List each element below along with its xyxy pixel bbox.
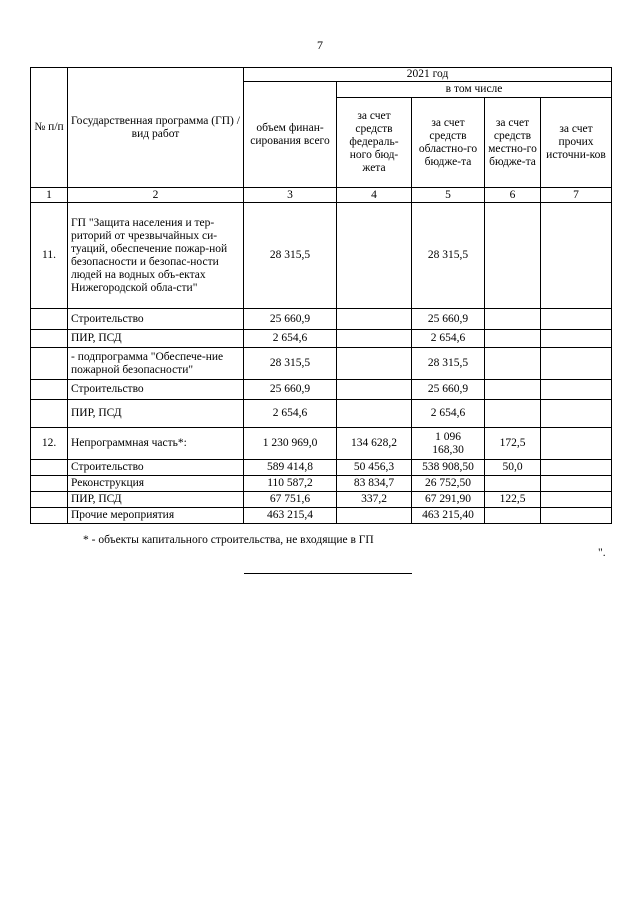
header-other: за счет прочих источни-ков	[541, 98, 612, 188]
row-other	[541, 476, 612, 492]
header-year: 2021 год	[244, 68, 612, 82]
row-local	[485, 476, 541, 492]
header-regional: за счет средств областно-го бюдже-та	[412, 98, 485, 188]
row-federal	[337, 203, 412, 309]
row-other	[541, 428, 612, 460]
row-name: ПИР, ПСД	[68, 492, 244, 508]
table-row	[31, 460, 612, 476]
row-federal: 83 834,7	[337, 476, 412, 492]
row-regional: 1 096 168,30	[412, 428, 485, 460]
row-num	[31, 508, 68, 524]
row-name: Непрограммная часть*:	[68, 428, 244, 460]
column-number: 6	[485, 188, 541, 203]
table-row	[31, 428, 612, 460]
table-row	[31, 309, 612, 330]
row-local	[485, 508, 541, 524]
row-name: Строительство	[68, 380, 244, 400]
row-federal: 50 456,3	[337, 460, 412, 476]
column-number: 1	[31, 188, 68, 203]
row-name: ГП "Защита населения и тер-риторий от чрезвычайных си-туаций, обеспечение пожар-ной безопасности и безопас-ности людей на водных объ-ектах Нижегородской обла-сти"	[68, 203, 244, 309]
row-federal: 337,2	[337, 492, 412, 508]
page-number: 7	[317, 38, 323, 52]
row-other	[541, 203, 612, 309]
row-name: - подпрограмма "Обеспече-ние пожарной безопасности"	[68, 348, 244, 380]
row-local	[485, 348, 541, 380]
separator-line	[244, 573, 412, 574]
row-other	[541, 460, 612, 476]
row-federal	[337, 330, 412, 348]
row-other	[541, 380, 612, 400]
row-total: 2 654,6	[244, 330, 337, 348]
row-local	[485, 400, 541, 428]
row-name: Прочие мероприятия	[68, 508, 244, 524]
row-local	[485, 380, 541, 400]
row-num	[31, 309, 68, 330]
column-number: 2	[68, 188, 244, 203]
row-federal	[337, 309, 412, 330]
row-total: 1 230 969,0	[244, 428, 337, 460]
row-total: 589 414,8	[244, 460, 337, 476]
table-row	[31, 330, 612, 348]
header-program: Государственная программа (ГП) / вид работ	[68, 68, 244, 188]
row-name: Строительство	[68, 309, 244, 330]
header-including: в том числе	[337, 82, 612, 98]
row-federal	[337, 508, 412, 524]
row-other	[541, 400, 612, 428]
row-name: Реконструкция	[68, 476, 244, 492]
row-name: Строительство	[68, 460, 244, 476]
row-regional: 67 291,90	[412, 492, 485, 508]
row-other	[541, 492, 612, 508]
table-row	[31, 508, 612, 524]
table-row	[31, 400, 612, 428]
row-regional: 2 654,6	[412, 400, 485, 428]
row-total: 28 315,5	[244, 203, 337, 309]
row-federal	[337, 400, 412, 428]
row-total: 463 215,4	[244, 508, 337, 524]
table-row	[31, 476, 612, 492]
row-num	[31, 492, 68, 508]
table-row	[31, 348, 612, 380]
column-number: 7	[541, 188, 612, 203]
row-name: ПИР, ПСД	[68, 400, 244, 428]
row-local	[485, 309, 541, 330]
header-total: объем финан-сирования всего	[244, 82, 337, 188]
closing-quote-mark: ".	[598, 547, 606, 559]
column-number: 4	[337, 188, 412, 203]
row-local: 122,5	[485, 492, 541, 508]
header-local: за счет средств местно-го бюдже-та	[485, 98, 541, 188]
row-regional: 25 660,9	[412, 380, 485, 400]
row-name: ПИР, ПСД	[68, 330, 244, 348]
row-other	[541, 309, 612, 330]
header-federal: за счет средств федераль-ного бюд-жета	[337, 98, 412, 188]
row-num	[31, 348, 68, 380]
row-other	[541, 508, 612, 524]
row-total: 25 660,9	[244, 380, 337, 400]
row-other	[541, 330, 612, 348]
row-total: 67 751,6	[244, 492, 337, 508]
row-num: 12.	[31, 428, 68, 460]
row-local	[485, 330, 541, 348]
row-num	[31, 380, 68, 400]
row-regional: 463 215,40	[412, 508, 485, 524]
row-regional: 28 315,5	[412, 203, 485, 309]
row-regional: 2 654,6	[412, 330, 485, 348]
row-num	[31, 460, 68, 476]
row-num: 11.	[31, 203, 68, 309]
row-total: 28 315,5	[244, 348, 337, 380]
row-num	[31, 400, 68, 428]
row-num	[31, 330, 68, 348]
row-total: 110 587,2	[244, 476, 337, 492]
table-row	[31, 492, 612, 508]
row-other	[541, 348, 612, 380]
row-federal	[337, 348, 412, 380]
column-number: 5	[412, 188, 485, 203]
footnote: * - объекты капитального строительства, не входящие в ГП	[83, 534, 374, 546]
row-regional: 25 660,9	[412, 309, 485, 330]
row-num	[31, 476, 68, 492]
table-row	[31, 380, 612, 400]
row-local	[485, 203, 541, 309]
row-federal: 134 628,2	[337, 428, 412, 460]
row-regional: 26 752,50	[412, 476, 485, 492]
row-federal	[337, 380, 412, 400]
table-row	[31, 203, 612, 309]
row-total: 25 660,9	[244, 309, 337, 330]
row-regional: 28 315,5	[412, 348, 485, 380]
budget-table	[30, 67, 612, 524]
header-num: № п/п	[31, 68, 68, 188]
row-local: 50,0	[485, 460, 541, 476]
row-regional: 538 908,50	[412, 460, 485, 476]
column-number: 3	[244, 188, 337, 203]
row-local: 172,5	[485, 428, 541, 460]
row-total: 2 654,6	[244, 400, 337, 428]
